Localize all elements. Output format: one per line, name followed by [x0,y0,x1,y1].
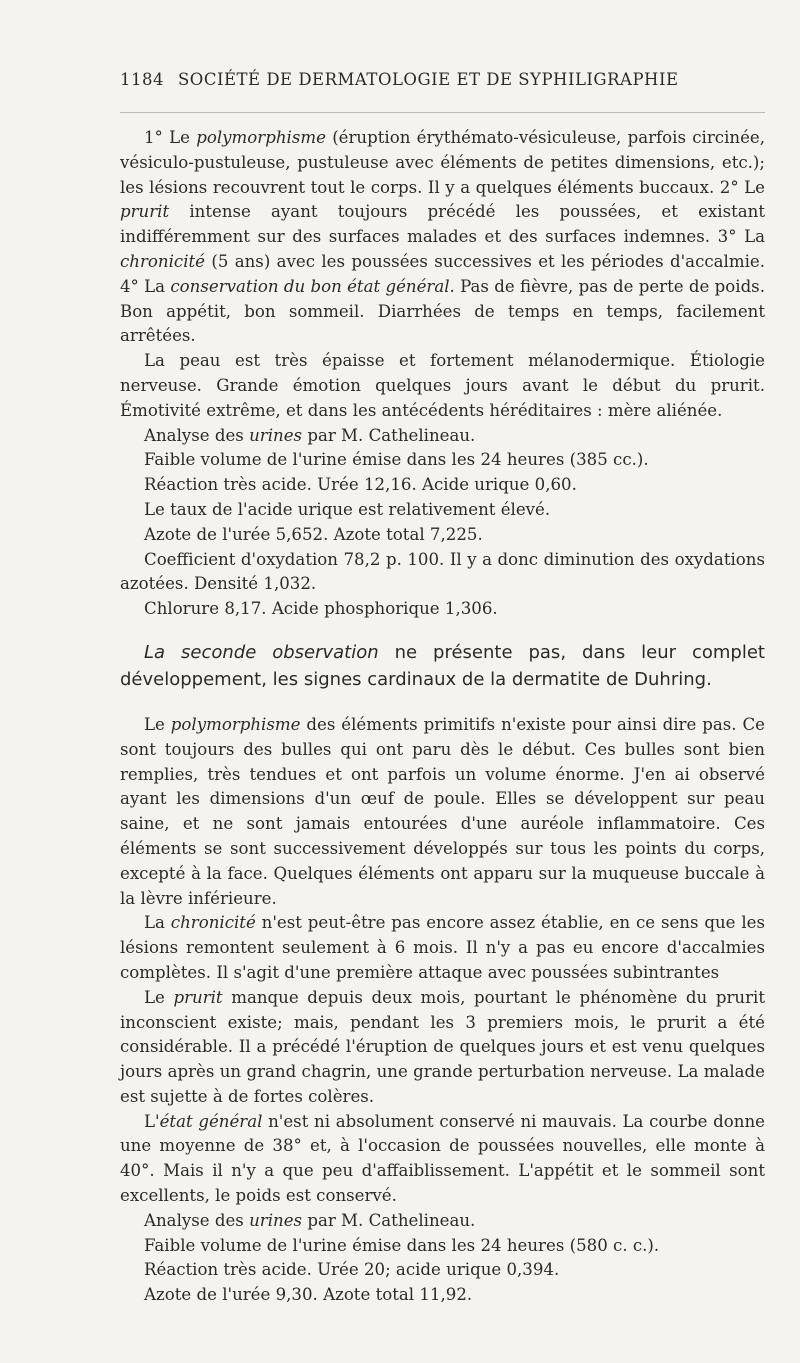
chronicity-paragraph: La chronicité n'est peut-être pas encore assez établie, en ce sens que les lésions remontent seulement à 6 mois. Il n'y a pas eu encore d'accalmies complètes. Il s'agit d'une première attaque avec poussées subintrantes [120,913,765,982]
urine-analysis-title: Analyse des urines par M. Cathelineau. [144,425,476,445]
urine-reaction: Réaction très acide. Urée 12,16. Acide urique 0,60. [144,475,577,495]
urine-analysis-title-2: Analyse des urines par M. Cathelineau. [144,1210,476,1230]
urine-volume: Faible volume de l'urine émise dans les 24 heures (385 cc.). [144,450,649,470]
running-header [120,70,765,89]
summary-paragraph: 1° Le polymorphisme (éruption érythémato-vésiculeuse, parfois circinée, vésiculo-pustuleuse, pustuleuse avec éléments de petites dimensions, etc.); les lésions recouvrent tout le corps. Il y a quelques éléments buccaux. 2° Le prurit intense ayant toujours précédé les poussées, et existant indifféremment sur des surfaces malades et des surfaces indemnes. 3° La chronicité (5 ans) avec les poussées successives et les périodes d'accalmie. 4° La conservation du bon état général. Pas de fièvre, pas de perte de poids. Bon appétit, bon sommeil. Diarrhées de temps en temps, facilement arrêtées. [120,128,765,346]
urine-volume-2: Faible volume de l'urine émise dans les 24 heures (580 c. c.). [144,1235,660,1255]
nitrogen-values-2: Azote de l'urée 9,30. Azote total 11,92. [144,1285,473,1305]
urine-reaction-2: Réaction très acide. Urée 20; acide urique 0,394. [144,1260,560,1280]
polymorphism-paragraph: Le polymorphisme des éléments primitifs n'existe pour ainsi dire pas. Ce sont toujours des bulles qui ont paru dès le début. Ces bulles sont bien remplies, très tendues et ont parfois un volume énorme. J'en ai observé ayant les dimensions d'un œuf de poule. Elles se développent sur peau saine, et ne sont jamais entourées d'une auréole inflammatoire. Ces éléments se sont successivement développés sur tous les points du corps, excepté à la face. Quelques éléments ont apparu sur la muqueuse buccale à la lèvre inférieure. [120,714,765,908]
pruritus-paragraph: Le prurit manque depuis deux mois, pourtant le phénomène du prurit inconscient existe; mais, pendant les 3 premiers mois, le prurit a été considérable. Il a précédé l'éruption de quelques jours et est venu quelques jours après un grand chagrin, une grande perturbation nerveuse. La malade est sujette à de fortes colères. [120,987,765,1106]
oxidation-coefficient: Coefficient d'oxydation 78,2 p. 100. Il y a donc diminution des oxydations azotées. Densité 1,032. [120,549,765,594]
page-number: 1184 [120,70,164,89]
nitrogen-values: Azote de l'urée 5,652. Azote total 7,225. [144,524,483,544]
page-body [120,126,765,1308]
header-rule [120,112,765,113]
general-state-paragraph: L'état général n'est ni absolument conservé ni mauvais. La courbe donne une moyenne de 38° et, à l'occasion de poussées nouvelles, elle monte à 40°. Mais il n'y a que peu d'affaiblissement. L'appétit et le sommeil sont excellents, le poids est conservé. [120,1111,765,1206]
skin-paragraph: La peau est très épaisse et fortement mélanodermique. Étiologie nerveuse. Grande émotion quelques jours avant le début du prurit. Émotivité extrême, et dans les antécédents héréditaires : mère aliénée. [120,351,765,420]
chloride-values: Chlorure 8,17. Acide phosphorique 1,306. [144,599,498,619]
second-observation-heading: La seconde observation ne présente pas, dans leur complet développement, les signes cardinaux de la dermatite de Duhring. [120,641,765,690]
uric-acid-note: Le taux de l'acide urique est relativement élevé. [144,499,551,519]
running-title: SOCIÉTÉ DE DERMATOLOGIE ET DE SYPHILIGRAPHIE [178,70,679,89]
